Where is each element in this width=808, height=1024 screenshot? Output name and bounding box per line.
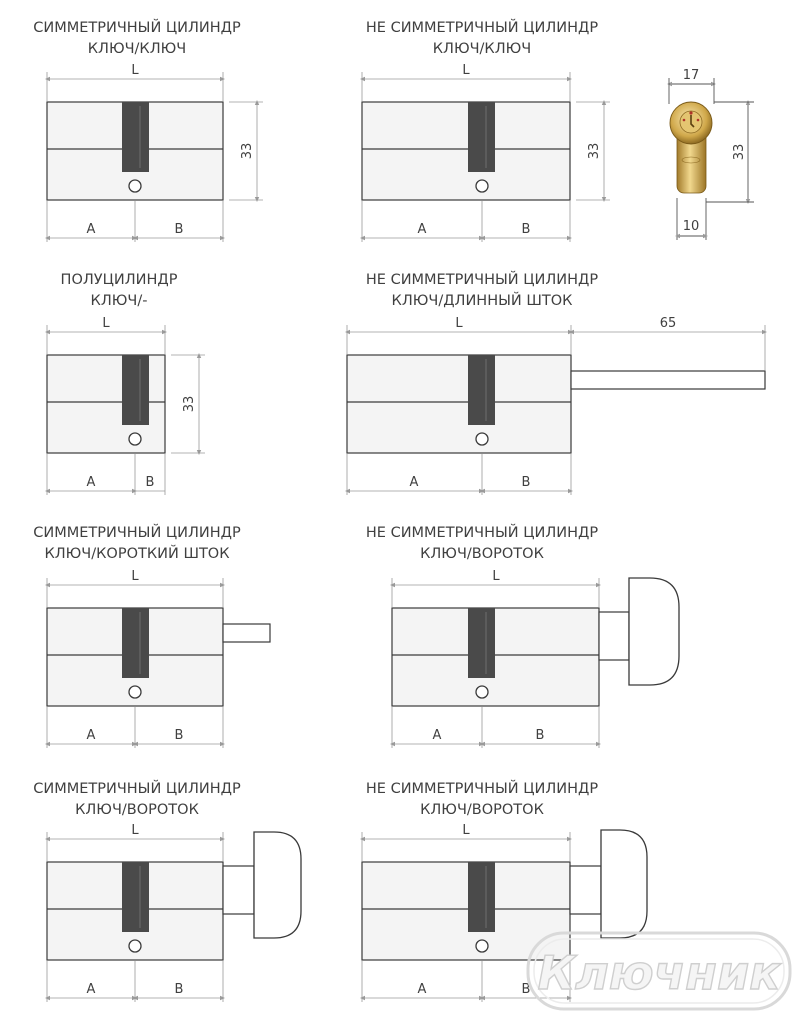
dimension-label-L: L [131, 569, 139, 584]
cam-screw-hole [129, 686, 141, 698]
dimension-L [47, 63, 223, 101]
dimension-label-height: 33 [587, 142, 602, 160]
dimension-A-B [47, 961, 223, 1002]
key-slot [122, 862, 149, 932]
dimension-label-A: A [417, 982, 427, 997]
dimension-label-L: L [492, 569, 500, 584]
cylinder-body [347, 355, 571, 453]
dimension-A-B [392, 707, 599, 748]
thumb-turn-knob [570, 830, 647, 938]
key-slot [468, 102, 495, 172]
dimension-height [171, 355, 205, 453]
cylinder-body [47, 102, 223, 200]
diagram-asym-key-key [362, 18, 610, 242]
dimension-label-L: L [462, 823, 470, 838]
dimension-height [576, 102, 610, 200]
cam-screw-hole [476, 940, 488, 952]
diagram-title-line-1: НЕ СИММЕТРИЧНЫЙ ЦИЛИНДР [365, 525, 599, 541]
dimension-label-B: B [521, 222, 531, 237]
diagram-asym-key-knob-1 [366, 523, 679, 748]
dimension-label-B: B [174, 728, 184, 743]
dimension-L [47, 316, 165, 354]
profile-label-width: 17 [682, 68, 700, 83]
dimension-label-B: B [535, 728, 545, 743]
dimension-label-B: B [174, 982, 184, 997]
dimension-label-A: A [86, 982, 96, 997]
dimension-L [362, 823, 570, 861]
diagram-title-line-2: КЛЮЧ/КЛЮЧ [87, 41, 187, 57]
dimension-L [47, 569, 223, 607]
watermark-text: Ключник [537, 946, 781, 1000]
cylinder-profile-view [669, 68, 754, 240]
cam-screw-hole [129, 433, 141, 445]
cylinder-body [392, 608, 599, 706]
dimension-label-L: L [462, 63, 470, 78]
cylinder-body [47, 608, 223, 706]
key-slot [122, 608, 149, 678]
cylinder-body [362, 102, 570, 200]
dimension-A-B [47, 201, 223, 242]
dimension-stem-length [571, 316, 765, 370]
cylinder-body [47, 355, 165, 453]
cam-screw-hole [129, 940, 141, 952]
brass-cylinder-image [670, 102, 712, 193]
diagram-title-line-1: ПОЛУЦИЛИНДР [60, 272, 178, 288]
key-slot [468, 862, 495, 932]
dimension-label-L: L [131, 823, 139, 838]
cam-screw-hole [476, 686, 488, 698]
diagram-title-line-1: СИММЕТРИЧНЫЙ ЦИЛИНДР [33, 781, 241, 797]
cam-screw-hole [129, 180, 141, 192]
diagram-title-line-2: КЛЮЧ/КОРОТКИЙ ШТОК [44, 546, 230, 562]
dimension-label-height: 33 [240, 142, 255, 160]
dimension-L [392, 569, 599, 607]
diagram-half-key [47, 272, 205, 495]
thumb-turn-knob [599, 578, 679, 685]
dimension-label-A: A [86, 475, 96, 490]
cam-screw-hole [476, 180, 488, 192]
dimension-A-B [362, 201, 570, 242]
short-stem [223, 624, 270, 642]
dimension-A-B [347, 454, 571, 495]
dimension-label-B: B [521, 982, 531, 997]
thumb-turn-knob [223, 832, 301, 938]
diagram-title-line-1: СИММЕТРИЧНЫЙ ЦИЛИНДР [33, 525, 241, 541]
dimension-A-B [47, 454, 165, 495]
diagram-title-line-2: КЛЮЧ/КЛЮЧ [432, 41, 532, 57]
diagram-title-line-1: СИММЕТРИЧНЫЙ ЦИЛИНДР [33, 20, 241, 36]
key-slot [468, 608, 495, 678]
diagram-title-line-2: КЛЮЧ/ВОРОТОК [420, 546, 544, 562]
dimension-label-L: L [455, 316, 463, 331]
diagram-sym-key-short-stem [33, 523, 270, 748]
dimension-L [47, 823, 223, 861]
diagram-title-line-2: КЛЮЧ/ВОРОТОК [420, 802, 544, 818]
diagram-title-line-2: КЛЮЧ/- [90, 293, 148, 309]
dimension-L [362, 63, 570, 101]
diagram-sym-key-key [33, 18, 263, 242]
diagram-asym-key-long-stem [347, 270, 765, 495]
cam-screw-hole [476, 433, 488, 445]
profile-label-height: 33 [732, 143, 747, 161]
dimension-label-height: 33 [182, 395, 197, 413]
profile-label-bottom: 10 [682, 219, 700, 234]
long-stem [571, 371, 765, 389]
dimension-label-B: B [521, 475, 531, 490]
dimension-label-A: A [417, 222, 427, 237]
diagram-title-line-2: КЛЮЧ/ВОРОТОК [75, 802, 199, 818]
key-slot [468, 355, 495, 425]
diagram-title-line-1: НЕ СИММЕТРИЧНЫЙ ЦИЛИНДР [365, 781, 599, 797]
dimension-label-A: A [86, 728, 96, 743]
dimension-L [347, 316, 571, 354]
key-slot [122, 102, 149, 172]
dimension-label-A: A [409, 475, 419, 490]
dimension-label-L: L [131, 63, 139, 78]
dimension-label-stem: 65 [659, 316, 677, 331]
key-slot [122, 355, 149, 425]
diagram-title-line-1: НЕ СИММЕТРИЧНЫЙ ЦИЛИНДР [365, 272, 599, 288]
dimension-label-A: A [432, 728, 442, 743]
diagram-sym-key-knob [33, 779, 301, 1002]
dimension-height [229, 102, 263, 200]
cylinder-body [47, 862, 223, 960]
dimension-label-B: B [174, 222, 184, 237]
dimension-A-B [47, 707, 223, 748]
dimension-label-L: L [102, 316, 110, 331]
diagram-title-line-2: КЛЮЧ/ДЛИННЫЙ ШТОК [391, 293, 573, 309]
dimension-label-B: B [145, 475, 155, 490]
diagram-title-line-1: НЕ СИММЕТРИЧНЫЙ ЦИЛИНДР [365, 20, 599, 36]
dimension-label-A: A [86, 222, 96, 237]
